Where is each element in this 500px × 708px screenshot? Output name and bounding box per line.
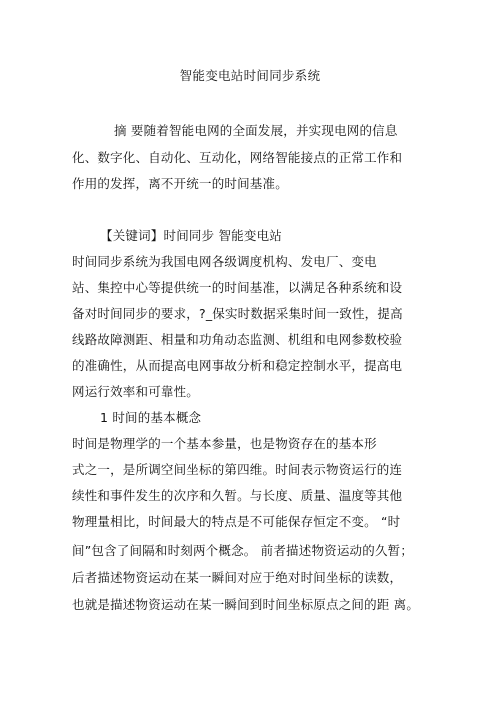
- section-heading: 1 时间的基本概念: [100, 410, 202, 425]
- document-title: 智能变电站时间同步系统: [179, 68, 321, 83]
- section-line: 时间是物理学的一个基本参量，也是物资存在的基本形: [72, 436, 377, 451]
- keywords-line: 【关键词】时间同步 智能变电站: [100, 228, 282, 243]
- abstract-line: 化、数字化、自动化、互动化，网络智能接点的正常工作和: [72, 150, 403, 165]
- intro-line: 的准确性，从而提高电网事故分析和稳定控制水平，提高电: [72, 358, 403, 373]
- intro-line: 站、集控中心等提供统一的时间基准，以满足各种系统和设: [72, 280, 403, 295]
- section-line: 物理量相比，时间最大的特点是不可能保存恒定不变。 “时: [72, 514, 401, 529]
- intro-line: 网运行效率和可靠性。: [72, 384, 200, 399]
- intro-line: 时间同步系统为我国电网各级调度机构、发电厂、变电: [72, 254, 377, 269]
- abstract-line: 摘 要随着智能电网的全面发展，并实现电网的信息: [114, 123, 398, 138]
- section-line: 也就是描述物资运动在某一瞬间到时间坐标原点之间的距 离。: [72, 597, 420, 612]
- section-line: 续性和事件发生的次序和久暂。与长度、质量、温度等其他: [72, 488, 403, 503]
- section-line: 后者描述物资运动在某一瞬间对应于绝对时间坐标的读数，: [72, 570, 403, 585]
- abstract-line: 作用的发挥，离不开统一的时间基准。: [72, 176, 288, 191]
- section-line: 间”包含了间隔和时刻两个概念。 前者描述物资运动的久暂；: [72, 543, 414, 558]
- intro-line: 线路故障测距、相量和功角动态监测、机组和电网参数校验: [72, 332, 403, 347]
- intro-line: 备对时间同步的要求，?_保实时数据采集时间一致性，提高: [72, 306, 403, 321]
- section-line: 式之一，是所调空间坐标的第四维。时间表示物资运行的连: [72, 462, 403, 477]
